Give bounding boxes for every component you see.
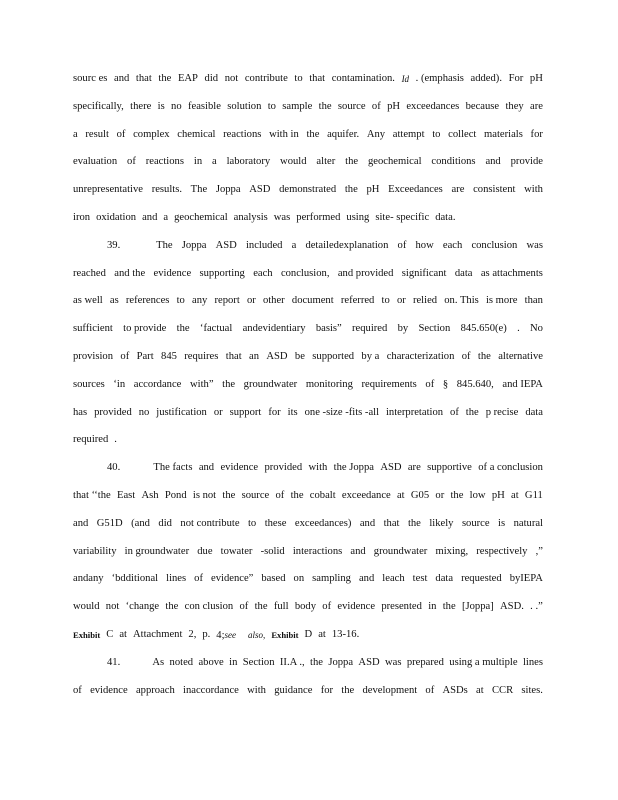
text-line: would not ‘change the con clusion of the full body of evidence presented in the [Joppa] ASD. . .” (73, 601, 543, 613)
text-line: unrepresentative results. The Joppa ASD demonstrated the pH Exceedances are consistent with (73, 184, 543, 196)
text-line: sources ‘in accordance with” the groundwater monitoring requirements of § 845.640, and IEPA (73, 378, 543, 390)
text-line: as well as references to any report or other document referred to or relied on. This is more than (73, 295, 543, 307)
text-line: of evidence approach inaccordance with guidance for the development of ASDs at CCR sites. (73, 684, 543, 696)
document-page (73, 70, 543, 709)
text-line: required . (73, 434, 117, 446)
text-line: a result of complex chemical reactions with in the aquifer. Any attempt to collect materials for (73, 128, 543, 140)
exhibit-reference: Exhibit (73, 629, 101, 640)
text-line: and G51D (and did not contribute to these exceedances) and that the likely source is natural (73, 517, 543, 529)
text-line: 41. As noted above in Section II.A ., the Joppa ASD was prepared using a multiple lines (73, 654, 543, 682)
text-line: 40. The facts and evidence provided with the Joppa ASD are supportive of a conclusion (73, 459, 543, 487)
text-line: Exhibit C at Attachment 2, p. 4;see also, Exhibit D at 13-16. (73, 626, 543, 654)
exhibit-reference: Exhibit (271, 629, 299, 640)
text-line: sourc es and that the EAP did not contribute to that contamination. Id . (emphasis added). For pH (73, 73, 543, 84)
text-line: specifically, there is no feasible solution to sample the source of pH exceedances because they are (73, 100, 543, 112)
text-line: evaluation of reactions in a laboratory would alter the geochemical conditions and provide (73, 156, 543, 168)
text-line: has provided no justification or support for its one -size -fits -all interpretation of the p recise data (73, 406, 543, 418)
text-line: that ‘‘the East Ash Pond is not the source of the cobalt exceedance at G05 or the low pH at G11 (73, 489, 543, 501)
paragraph-39 (73, 237, 543, 459)
paragraph-41 (73, 654, 543, 710)
text-line: iron oxidation and a geochemical analysis was performed using site- specific data. (73, 211, 456, 223)
text-line: andany ‘bdditional lines of evidence” based on sampling and leach test data requested byIEPA (73, 573, 543, 585)
text-line: provision of Part 845 requires that an ASD be supported by a characterization of the alternative (73, 350, 543, 362)
paragraph-40 (73, 459, 543, 654)
text-line: variability in groundwater due towater -solid interactions and groundwater mixing, respectively ,” (73, 545, 543, 557)
paragraph-number: 40. (107, 462, 121, 474)
paragraph-number: 41. (107, 656, 121, 668)
paragraph-number: 39. (107, 239, 121, 251)
text-line: sufficient to provide the ‘factual andevidentiary basis” required by Section 845.650(e) . No (73, 323, 543, 335)
text-line: reached and the evidence supporting each conclusion, and provided significant data as attachments (73, 267, 543, 279)
text-line: 39. The Joppa ASD included a detailedexplanation of how each conclusion was (73, 237, 543, 265)
paragraph (73, 70, 543, 237)
